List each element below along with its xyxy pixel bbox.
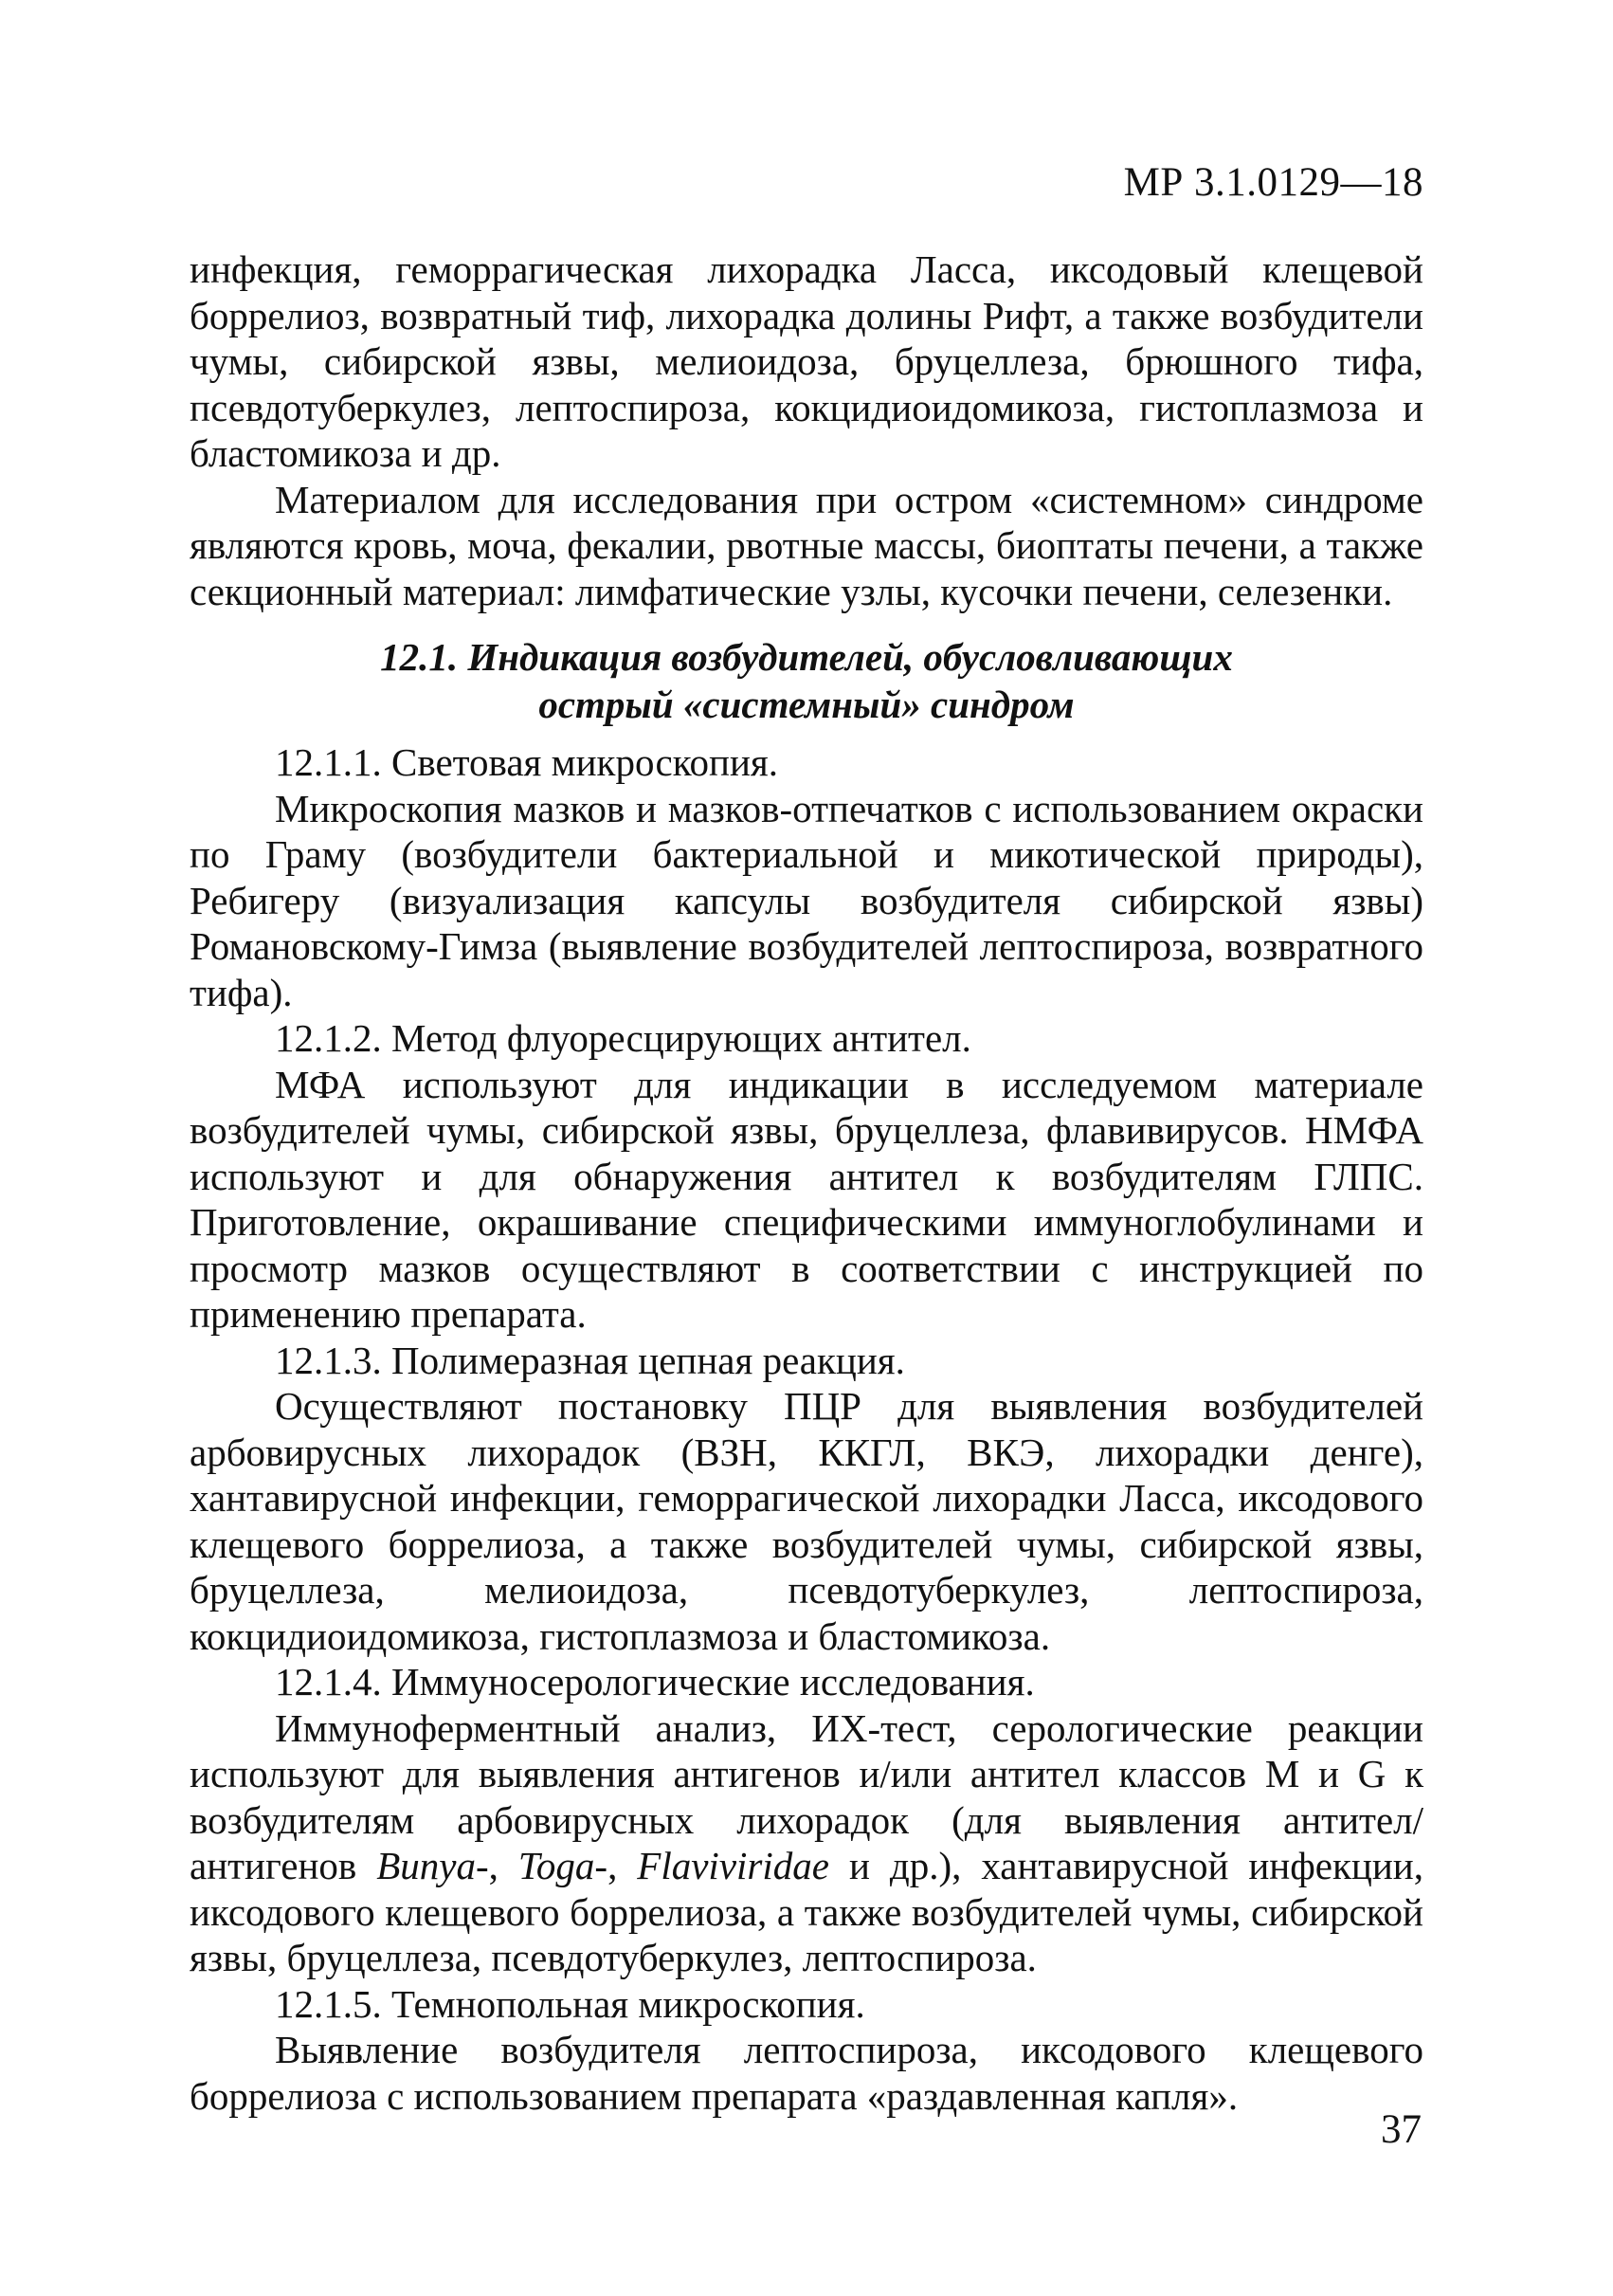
subsection-text-12-1-2: МФА используют для индикации в исследуемом материале возбудителей чумы, сибирской язвы, бруцеллеза, флавивирусов. НМФА используют и для обнаружения антител к возбудителям ГЛПС. Приготовление, окрашивание специфическими иммуноглобулинами и просмотр мазков осуществляют в соответствии с инструкцией по применению препарата.: [190, 1062, 1423, 1336]
subsection-text-12-1-4: [190, 1705, 1423, 1981]
section-title: [190, 633, 1423, 728]
subsection-text-12-1-1: Микроскопия мазков и мазков-отпечатков с использованием окраски по Граму (возбудители бактериальной и микотической природы), Ребигеру (визуализация капсулы возбудителя сибирской язвы) Романовскому-Гимза (выявление возбудителей лептоспироза, возвратного тифа).: [190, 786, 1423, 1014]
section-title-line-1: 12.1. Индикация возбудителей, обусловливающих: [380, 635, 1233, 679]
page-number: 37: [1381, 2107, 1422, 2152]
subsection-text-12-1-5: Выявление возбудителя лептоспироза, иксодового клещевого боррелиоза с использованием препарата «раздавленная капля».: [190, 2028, 1423, 2118]
taxon-separator-2: ,: [607, 1844, 638, 1887]
document-code: МР 3.1.0129—18: [1123, 160, 1423, 205]
page-body: [190, 246, 1423, 2119]
section-title-line-2: острый «системный» синдром: [538, 683, 1075, 726]
text-part-2: и др.), хантавирусной инфекции, иксодового клещевого боррелиоза, а также возбудителей чумы, сибирской язвы, бруцеллеза, псевдотуберкулез, лептоспироза.: [190, 1844, 1423, 1979]
taxon-separator-1: ,: [488, 1844, 518, 1887]
intro-paragraph-material: Материалом для исследования при остром «системном» синдроме являются кровь, моча, фекалии, рвотные массы, биоптаты печени, а также секционный материал: лимфатические узлы, кусочки печени, селезенки.: [190, 477, 1423, 613]
text-part-1: Иммуноферментный анализ, ИХ-тест, серологические реакции используют для выявления антигенов и/или антител классов М и G к возбудителям арбовирусных лихорадок (для выявления антител/антигенов: [190, 1705, 1423, 1887]
intro-paragraph-continuation: инфекция, геморрагическая лихорадка Ласса, иксодовый клещевой боррелиоз, возвратный тиф, лихорадка долины Рифт, а также возбудители чумы, сибирской язвы, мелиоидоза, бруцеллеза, брюшного тифа, псевдотуберкулез, лептоспироза, кокцидиоидомикоза, гистоплазмоза и бластомикоза и др.: [190, 247, 1423, 475]
subsection-heading-12-1-3: 12.1.3. Полимеразная цепная реакция.: [275, 1338, 905, 1382]
subsection-heading-12-1-2: 12.1.2. Метод флуоресцирующих антител.: [275, 1016, 971, 1060]
taxon-toga: Toga-: [517, 1844, 608, 1887]
subsection-heading-12-1-5: 12.1.5. Темнопольная микроскопия.: [275, 1981, 865, 2026]
subsection-heading-12-1-4: 12.1.4. Иммуносерологические исследования.: [275, 1660, 1035, 1704]
subsection-heading-12-1-1: 12.1.1. Световая микроскопия.: [275, 740, 779, 784]
taxon-bunya: Bunya-: [376, 1844, 489, 1887]
taxon-flaviviridae: Flaviviridae: [637, 1844, 829, 1887]
subsection-text-12-1-3: Осуществляют постановку ПЦР для выявления возбудителей арбовирусных лихорадок (ВЗН, ККГЛ, ВКЭ, лихорадки денге), хантавирусной инфекции, геморрагической лихорадки Ласса, иксодового клещевого боррелиоза, а также возбудителей чумы, сибирской язвы, бруцеллеза, мелиоидоза, псевдотуберкулез, лептоспироза, кокцидиоидомикоза, гистоплазмоза и бластомикоза.: [190, 1384, 1423, 1658]
